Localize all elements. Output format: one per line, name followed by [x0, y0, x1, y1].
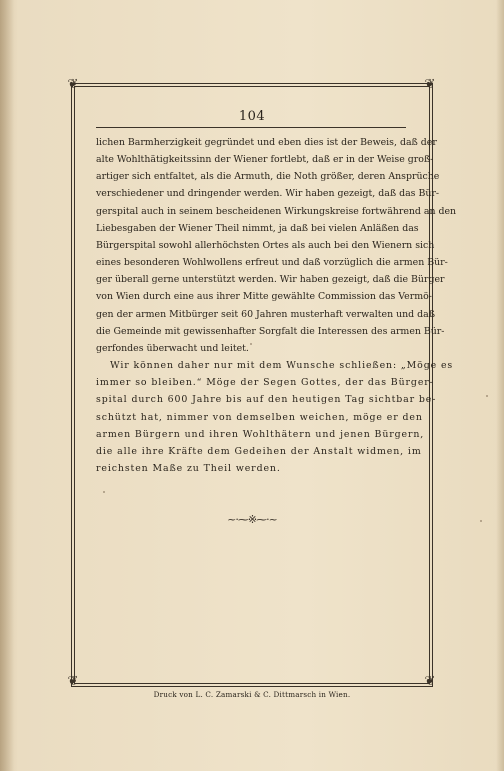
header-rule [96, 127, 406, 128]
text-line: von Wien durch eine aus ihrer Mitte gewählte Commission das Vermö- [96, 291, 432, 303]
paper-speck [103, 491, 105, 493]
text-line: Liebesgaben der Wiener Theil nimmt, ja daß bei vielen Anläßen das [96, 222, 419, 234]
text-line: verschiedener und dringender werden. Wir haben gezeigt, daß das Bür- [96, 188, 440, 200]
printer-imprint: Druck von L. C. Zamarski & C. Dittmarsch in Wien. [153, 690, 351, 699]
text-line: gerfondes überwacht und leitet. [96, 342, 249, 354]
text-line: eines besonderen Wohlwollens erfreut und daß vorzüglich die armen Bür- [96, 257, 448, 269]
paper-speck [480, 520, 482, 522]
body-text [96, 134, 457, 477]
text-line: ger überall gerne unterstützt werden. Wir haben gezeigt, daß die Bürger [96, 274, 445, 286]
text-line: Wir können daher nur mit dem Wunsche schließen: „Möge es [110, 360, 454, 372]
paper-speck [250, 343, 252, 345]
text-line: reichsten Maße zu Theil werden. [96, 462, 281, 474]
corner-ornament-icon: ❦ [424, 77, 436, 92]
text-line: lichen Barmherzigkeit gegründet und eben dies ist der Beweis, daß der [96, 137, 437, 148]
paragraph-2 [96, 357, 454, 477]
text-line: spital durch 600 Jahre bis auf den heutigen Tag sichtbar be- [96, 394, 437, 406]
text-line: alte Wohlthätigkeitssinn der Wiener fortlebt, daß er in der Weise groß- [96, 154, 434, 166]
text-line: artiger sich entfaltet, als die Armuth, die Noth größer, deren Ansprüche [96, 171, 440, 183]
paper-speck [486, 395, 488, 397]
text-line: armen Bürgern und ihren Wohlthätern und jenen Bürgern, [96, 428, 425, 440]
text-line: schützt hat, nimmer von demselben weichen, möge er den [96, 411, 423, 423]
paragraph-1 [96, 134, 457, 357]
page-number: 104 [238, 109, 266, 124]
text-line: immer so bleiben.“ Möge der Segen Gottes, der das Bürger- [96, 377, 434, 389]
text-line: Bürgerspital sowohl allerhöchsten Ortes als auch bei den Wienern sich [96, 239, 435, 251]
end-ornament-icon: ~·⁓※⁓·~ [227, 513, 277, 526]
corner-ornament-icon: ❦ [67, 77, 79, 92]
corner-ornament-icon: ❦ [424, 674, 436, 689]
text-line: gerspital auch in seinem bescheidenen Wirkungskreise fortwährend an den [96, 205, 457, 217]
text-line: gen der armen Mitbürger seit 60 Jahren musterhaft verwalten und daß [96, 308, 436, 320]
text-line: die alle ihre Kräfte dem Gedeihen der Anstalt widmen, im [96, 445, 422, 457]
corner-ornament-icon: ❦ [67, 674, 79, 689]
text-line: die Gemeinde mit gewissenhafter Sorgfalt die Interessen des armen Bür- [96, 325, 445, 337]
